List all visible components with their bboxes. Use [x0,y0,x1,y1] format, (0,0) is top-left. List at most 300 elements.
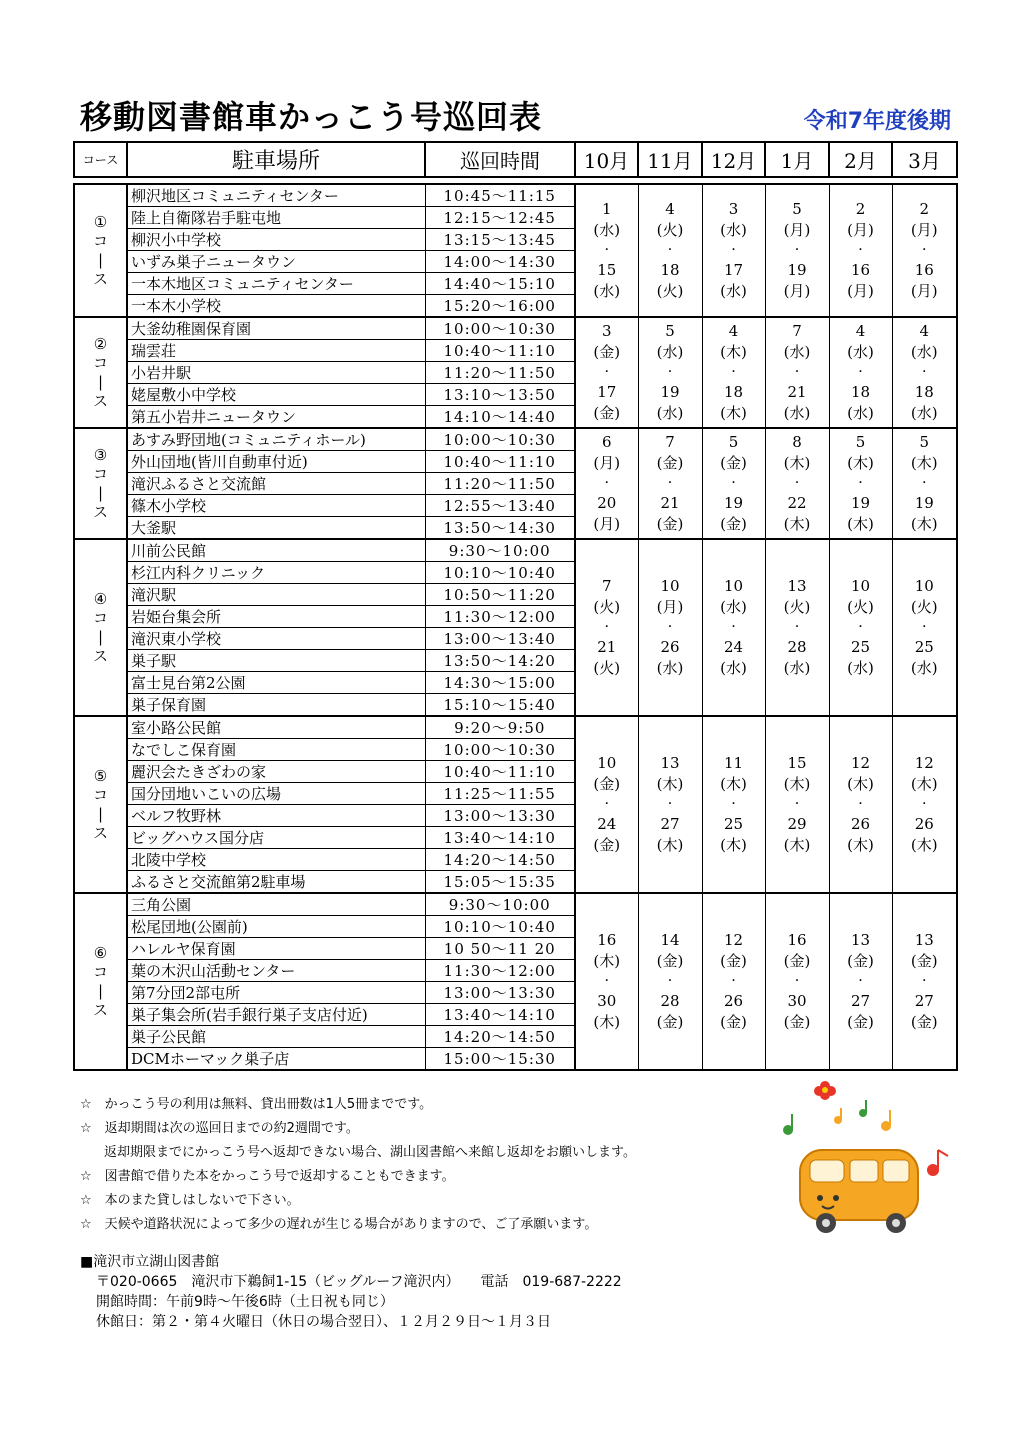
stop-name: 柳沢小中学校 [127,229,425,251]
stop-name: 北陵中学校 [127,849,425,871]
course-label-char: ⑥ [93,943,108,962]
bus-icon [800,1150,918,1233]
date-separator: ・ [665,478,675,489]
month-header: 12月 [702,142,765,177]
visit-weekday: (月) [847,282,874,300]
visit-weekday: (金) [593,836,621,854]
course-label-char: | [97,250,104,269]
stop-time: 9:30～10:00 [425,539,575,562]
visit-dates [829,716,892,893]
visit-weekday: (金) [910,1013,938,1031]
stop-time: 15:20～16:00 [425,295,575,318]
library-info [80,1252,622,1332]
date-separator: ・ [792,799,802,810]
visit-day: 7 [665,433,675,451]
visit-weekday: (木) [783,515,811,533]
date-separator: ・ [601,478,612,489]
visit-dates [638,716,702,893]
course-group [74,428,957,539]
course-label-char: ⑤ [93,766,108,785]
stop-name: 外山団地(皆川自動車付近) [127,451,425,473]
music-note-icon [927,1150,948,1176]
date-separator: ・ [792,478,802,489]
stop-name: 瑞雲荘 [127,340,425,362]
visit-dates [765,184,829,317]
visit-dates [765,716,829,893]
date-separator: ・ [792,367,802,378]
date-separator: ・ [919,245,930,256]
visit-weekday: (水) [656,404,684,422]
course-label [74,716,127,893]
stop-time: 14:10～14:40 [425,406,575,429]
course-label-char: ス [92,391,108,410]
visit-day: 17 [597,383,617,401]
visit-day: 30 [787,992,807,1010]
visit-weekday: (木) [910,836,938,854]
visit-weekday: (月) [910,221,938,239]
course-group [74,539,957,716]
library-address: 〒020-0665 滝沢市下鵜飼1-15（ビッグルーフ滝沢内） 電話 019-687-2222 [96,1274,622,1290]
stop-name: 杉江内科クリニック [127,562,425,584]
stop-name: 滝沢東小学校 [127,628,425,650]
stop-name: DCMホーマック巣子店 [127,1048,425,1071]
stop-name: 一本木地区コミュニティセンター [127,273,425,295]
date-separator: ・ [665,367,675,378]
visit-day: 19 [787,261,807,279]
visit-dates [892,317,957,428]
visit-weekday: (金) [656,952,684,970]
visit-dates [829,893,892,1070]
stop-name: いずみ巣子ニュータウン [127,251,425,273]
stop-name: 松尾団地(公園前) [127,916,425,938]
stop-time: 13:00～13:30 [425,982,575,1004]
date-separator: ・ [665,245,675,256]
stop-time: 11:30～12:00 [425,960,575,982]
visit-day: 16 [787,931,807,949]
course-group [74,184,957,317]
stop-name: ふるさと交流館第2駐車場 [127,871,425,894]
visit-dates [702,893,765,1070]
visit-day: 4 [665,200,675,218]
visit-day: 26 [914,815,934,833]
date-separator: ・ [665,622,675,633]
stop-time: 11:20～11:50 [425,473,575,495]
visit-weekday: (月) [847,221,874,239]
visit-dates [702,317,765,428]
visit-day: 7 [601,577,612,595]
visit-dates [575,184,638,317]
visit-day: 6 [601,433,612,451]
stop-time: 13:00～13:30 [425,805,575,827]
visit-weekday: (水) [783,404,811,422]
library-name: ■滝沢市立湖山図書館 [80,1254,220,1270]
course-label-char: ス [92,823,108,842]
visit-day: 5 [919,433,930,451]
stop-time: 14:20～14:50 [425,1026,575,1048]
library-hours: 開館時間：午前9時～午後6時（土日祝も同じ） [96,1294,394,1310]
course-header: コース [74,142,127,177]
visit-dates [829,428,892,539]
date-separator: ・ [919,799,930,810]
visit-dates [638,317,702,428]
music-note-icon [783,1114,793,1135]
date-separator: ・ [601,799,612,810]
visit-weekday: (金) [720,454,747,472]
visit-weekday: (水) [783,659,811,677]
course-label [74,428,127,539]
visit-dates [765,539,829,716]
stop-name: 室小路公民館 [127,716,425,739]
visit-day: 25 [850,638,871,656]
stop-name: 柳沢地区コミュニティセンター [127,184,425,207]
stop-time: 10:00～10:30 [425,317,575,340]
visit-dates [575,539,638,716]
course-label-char: | [97,372,104,391]
visit-day: 1 [601,200,612,218]
visit-day: 28 [787,638,807,656]
note-item: ☆ かっこう号の利用は無料、貸出冊数は1人5冊までです。 [80,1097,433,1112]
visit-day: 3 [728,200,739,218]
visit-weekday: (木) [593,1013,621,1031]
visit-weekday: (火) [656,282,684,300]
table-row [74,716,957,739]
visit-day: 19 [850,494,871,512]
table-row [74,539,957,562]
stop-name: 巣子集会所(岩手銀行巣子支店付近) [127,1004,425,1026]
visit-dates [765,317,829,428]
schedule-table [73,183,958,1071]
stop-time: 11:30～12:00 [425,606,575,628]
stop-name: 篠木小学校 [127,495,425,517]
visit-day: 10 [850,577,871,595]
visit-day: 19 [660,383,680,401]
stop-time: 13:50～14:30 [425,517,575,540]
visit-weekday: (金) [910,952,938,970]
music-note-icon [834,1108,842,1124]
date-separator: ・ [601,245,612,256]
course-label [74,317,127,428]
course-label-char: ② [93,334,108,353]
stop-name: 葉の木沢山活動センター [127,960,425,982]
visit-weekday: (金) [593,404,621,422]
stop-time: 10:10～10:40 [425,916,575,938]
stop-time: 15:00～15:30 [425,1048,575,1071]
course-group [74,716,957,893]
stop-name: 大釜幼稚園保育園 [127,317,425,340]
place-header: 駐車場所 [127,142,425,177]
course-label-char: コ [92,353,108,372]
visit-dates [638,893,702,1070]
visit-dates [702,428,765,539]
visit-weekday: (金) [783,1013,811,1031]
visit-day: 18 [914,383,934,401]
stop-name: 川前公民館 [127,539,425,562]
visit-weekday: (火) [656,221,684,239]
visit-dates [892,428,957,539]
stop-time: 13:10～13:50 [425,384,575,406]
visit-weekday: (木) [783,836,811,854]
visit-weekday: (木) [910,775,938,793]
stop-name: 大釜駅 [127,517,425,540]
stop-name: 三角公園 [127,893,425,916]
course-label-char: | [97,483,104,502]
visit-weekday: (金) [593,775,621,793]
visit-weekday: (木) [910,454,938,472]
visit-weekday: (火) [593,598,621,616]
visit-weekday: (水) [847,659,874,677]
date-separator: ・ [728,478,739,489]
visit-day: 7 [792,322,802,340]
stop-name: 姥屋敷小中学校 [127,384,425,406]
visit-day: 24 [597,815,617,833]
visit-day: 4 [728,322,739,340]
visit-weekday: (木) [847,836,874,854]
month-header: 1月 [765,142,829,177]
month-header: 3月 [892,142,957,177]
schedule-header [73,141,958,178]
stop-name: ハレルヤ保育園 [127,938,425,960]
month-header: 2月 [829,142,892,177]
stop-name: なでしこ保育園 [127,739,425,761]
course-group [74,317,957,428]
visit-weekday: (水) [847,343,874,361]
visit-weekday: (金) [720,515,747,533]
visit-weekday: (水) [720,282,747,300]
visit-weekday: (水) [847,404,874,422]
date-separator: ・ [919,478,930,489]
visit-weekday: (木) [656,836,684,854]
music-note-icon [881,1110,891,1131]
date-separator: ・ [728,622,739,633]
table-row [74,317,957,340]
visit-weekday: (木) [656,775,684,793]
stop-name: 小岩井駅 [127,362,425,384]
stop-time: 10:45～11:15 [425,184,575,207]
stop-time: 14:40～15:10 [425,273,575,295]
date-separator: ・ [792,622,802,633]
visit-day: 26 [660,638,680,656]
visit-weekday: (水) [783,343,811,361]
visit-day: 14 [660,931,680,949]
table-row [74,184,957,207]
visit-day: 19 [723,494,744,512]
visit-day: 16 [597,931,617,949]
visit-weekday: (月) [593,454,621,472]
date-separator: ・ [855,622,866,633]
stop-name: あすみ野団地(コミュニティホール) [127,428,425,451]
library-closed-days: 休館日：第２・第４火曜日（休日の場合翌日）、１２月２９日～１月３日 [96,1314,551,1330]
table-row [74,428,957,451]
visit-dates [575,893,638,1070]
visit-day: 24 [723,638,744,656]
course-label-char: ス [92,502,108,521]
visit-weekday: (月) [783,282,811,300]
course-label-char: コ [92,785,108,804]
visit-day: 26 [723,992,744,1010]
visit-day: 13 [850,931,871,949]
course-label-char: コ [92,464,108,483]
visit-day: 10 [660,577,680,595]
visit-weekday: (木) [720,343,747,361]
stop-time: 10:00～10:30 [425,739,575,761]
visit-dates [892,716,957,893]
date-separator: ・ [601,622,612,633]
stop-time: 15:10～15:40 [425,694,575,717]
visit-weekday: (金) [656,454,684,472]
visit-day: 28 [660,992,680,1010]
visit-weekday: (木) [910,515,938,533]
visit-day: 29 [787,815,807,833]
visit-weekday: (水) [720,659,747,677]
visit-day: 12 [914,754,934,772]
visit-day: 26 [850,815,871,833]
visit-day: 10 [723,577,744,595]
visit-weekday: (月) [910,282,938,300]
stop-time: 9:20～9:50 [425,716,575,739]
visit-day: 21 [660,494,680,512]
visit-weekday: (木) [847,515,874,533]
visit-day: 19 [914,494,934,512]
visit-day: 16 [850,261,871,279]
visit-weekday: (金) [593,343,621,361]
course-group [74,893,957,1070]
visit-dates [829,317,892,428]
course-label-char: コ [92,962,108,981]
visit-day: 13 [787,577,807,595]
visit-dates [702,716,765,893]
visit-day: 2 [919,200,930,218]
stop-name: ベルフ牧野林 [127,805,425,827]
visit-day: 10 [597,754,617,772]
visit-weekday: (木) [720,836,747,854]
visit-day: 21 [597,638,617,656]
date-separator: ・ [855,478,866,489]
course-label-char: ス [92,646,108,665]
date-separator: ・ [665,799,675,810]
visit-day: 16 [914,261,934,279]
stop-time: 10 50～11 20 [425,938,575,960]
stop-time: 15:05～15:35 [425,871,575,894]
course-label [74,893,127,1070]
visit-weekday: (金) [656,1013,684,1031]
stop-time: 13:40～14:10 [425,827,575,849]
visit-day: 21 [787,383,807,401]
course-label-char: ス [92,1000,108,1019]
visit-weekday: (月) [593,515,621,533]
visit-dates [638,539,702,716]
visit-weekday: (水) [910,343,938,361]
stop-time: 10:40～11:10 [425,761,575,783]
visit-weekday: (水) [593,282,621,300]
visit-dates [702,184,765,317]
visit-weekday: (火) [847,598,874,616]
stop-name: 陸上自衛隊岩手駐屯地 [127,207,425,229]
stop-time: 11:25～11:55 [425,783,575,805]
date-separator: ・ [665,976,675,987]
stop-time: 10:10～10:40 [425,562,575,584]
stop-name: ビッグハウス国分店 [127,827,425,849]
course-label [74,539,127,716]
visit-weekday: (水) [910,404,938,422]
course-label-char: ③ [93,445,108,464]
visit-dates [892,184,957,317]
stop-name: 国分団地いこいの広場 [127,783,425,805]
visit-day: 10 [914,577,934,595]
month-header: 10月 [575,142,638,177]
visit-day: 18 [660,261,680,279]
stop-name: 第7分団2部屯所 [127,982,425,1004]
stop-time: 14:30～15:00 [425,672,575,694]
date-separator: ・ [601,367,612,378]
stop-time: 14:00～14:30 [425,251,575,273]
visit-dates [765,428,829,539]
visit-weekday: (金) [847,1013,874,1031]
stop-time: 12:55～13:40 [425,495,575,517]
visit-weekday: (水) [656,343,684,361]
note-item: ☆ 天候や道路状況によって多少の遅れが生じる場合がありますので、ご了承願います。 [80,1217,598,1232]
visit-dates [638,428,702,539]
visit-weekday: (水) [656,659,684,677]
visit-weekday: (金) [656,515,684,533]
visit-day: 5 [728,433,739,451]
date-separator: ・ [728,245,739,256]
visit-weekday: (金) [847,952,874,970]
visit-dates [829,539,892,716]
stop-time: 13:50～14:20 [425,650,575,672]
visit-dates [638,184,702,317]
time-header: 巡回時間 [425,142,575,177]
note-item: ☆ 図書館で借りた本をかっこう号で返却することもできます。 [80,1169,455,1184]
visit-weekday: (水) [910,659,938,677]
date-separator: ・ [728,367,739,378]
visit-weekday: (水) [593,221,621,239]
stop-time: 12:15～12:45 [425,207,575,229]
date-separator: ・ [855,976,866,987]
date-separator: ・ [855,245,866,256]
visit-dates [575,428,638,539]
course-label-char: コ [92,231,108,250]
stop-name: 滝沢ふるさと交流館 [127,473,425,495]
visit-day: 27 [850,992,871,1010]
table-row [74,893,957,916]
date-separator: ・ [792,976,802,987]
visit-dates [892,539,957,716]
visit-dates [702,539,765,716]
visit-weekday: (火) [783,598,811,616]
date-separator: ・ [855,367,866,378]
stop-time: 13:15～13:45 [425,229,575,251]
stop-name: 岩姫台集会所 [127,606,425,628]
flower-icon [814,1081,836,1100]
page-title: 移動図書館車かっこう号巡回表 [80,98,543,136]
visit-dates [575,716,638,893]
music-note-icon [859,1100,867,1117]
visit-weekday: (水) [720,221,747,239]
stop-name: 巣子保育園 [127,694,425,717]
visit-day: 4 [855,322,866,340]
visit-day: 15 [787,754,807,772]
visit-weekday: (金) [720,952,747,970]
stop-name: 巣子公民館 [127,1026,425,1048]
visit-day: 8 [792,433,802,451]
visit-day: 5 [792,200,802,218]
stop-name: 一本木小学校 [127,295,425,318]
stop-name: 麗沢会たきざわの家 [127,761,425,783]
date-separator: ・ [601,976,612,987]
visit-weekday: (火) [910,598,938,616]
stop-name: 第五小岩井ニュータウン [127,406,425,429]
visit-day: 18 [850,383,871,401]
